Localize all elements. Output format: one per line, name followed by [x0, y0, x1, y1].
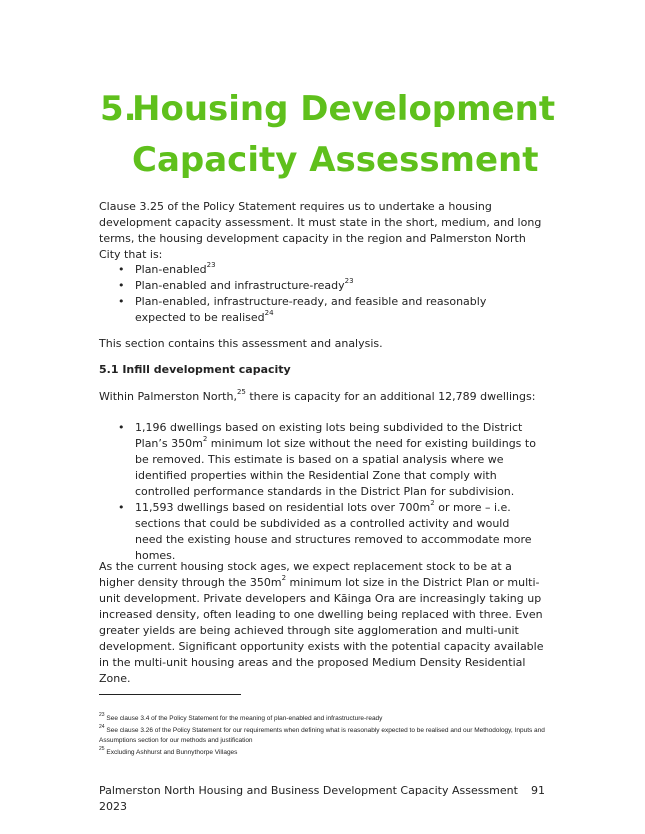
- list-item: • 1,196 dwellings based on existing lots being subdivided to the District Plan’s $350m^2$ minimum lot size without the need for existing buildings to be removed. This estimate is based on a spatial analysis where we identified properties within the Residential Zone that comply with controlled performance standards in the District Plan for subdivision.: [118, 421, 536, 498]
- capacity-list: [118, 262, 538, 326]
- intro-text: Clause 3.25 of the Policy Statement requires us to undertake a housing development capacity assessment. It must state in the short, medium, and long terms, the housing development capacity in the region and Palmerston North City that is:: [99, 200, 542, 261]
- page-number: 91: [531, 784, 545, 797]
- section-number: 5.: [100, 89, 137, 129]
- footer-title: Palmerston North Housing and Business Development Capacity Assessment 2023: [99, 784, 518, 813]
- footnote: $^{23}$ See clause 3.4 of the Policy Statement for the meaning of plan-enabled and infrastructure-ready: [99, 711, 383, 722]
- footnote: $^{24}$ See clause 3.26 of the Policy Statement for our requirements when defining what is reasonably expected to be realised and our Methodology, Inputs and Assumptions section for our methods and justification: [99, 723, 545, 744]
- closing-paragraph: As the current housing stock ages, we expect replacement stock to be at a higher density through the $350m^2$ minimum lot size in the District Plan or multi-unit development. Private developers and Kāinga Ora are increasingly taking up increased density, often leading to one dwelling being replaced with three. Even greater yields are being achieved through site agglomeration and multi-unit development. Significant opportunity exists with the potential capacity available in the multi-unit housing areas and the proposed Medium Density Residential Zone.: [99, 560, 544, 685]
- subsection-title: 5.1 Infill development capacity: [99, 363, 291, 376]
- page-footer: [99, 783, 545, 815]
- infill-list: [118, 420, 538, 564]
- section-heading: [100, 84, 620, 186]
- footnotes: [99, 711, 549, 760]
- list-item: • 11,593 dwellings based on residential lots over $700m^2$ or more – i.e. sections that could be subdivided as a controlled activity and would need the existing house and structures removed to accommodate more homes.: [118, 499, 532, 562]
- section-title-line1: Housing Development: [132, 89, 556, 129]
- section-title-line2: Capacity Assessment: [132, 140, 539, 180]
- subsection-lead: Within Palmerston North,$^{25}$ there is capacity for an additional 12,789 dwellings:: [99, 388, 536, 403]
- section-note: This section contains this assessment and analysis.: [99, 337, 383, 350]
- list-item: • Plan-enabled, infrastructure-ready, and feasible and reasonably expected to be realised$^{24}$: [118, 295, 487, 324]
- list-item: • Plan-enabled$^{23}$: [118, 261, 216, 276]
- footnote: $^{25}$ Excluding Ashhurst and Bunnythorpe Villages: [99, 745, 238, 756]
- intro-paragraph: [99, 199, 549, 263]
- list-item: • Plan-enabled and infrastructure-ready$^{23}$: [118, 277, 354, 292]
- footnote-divider: [99, 694, 241, 695]
